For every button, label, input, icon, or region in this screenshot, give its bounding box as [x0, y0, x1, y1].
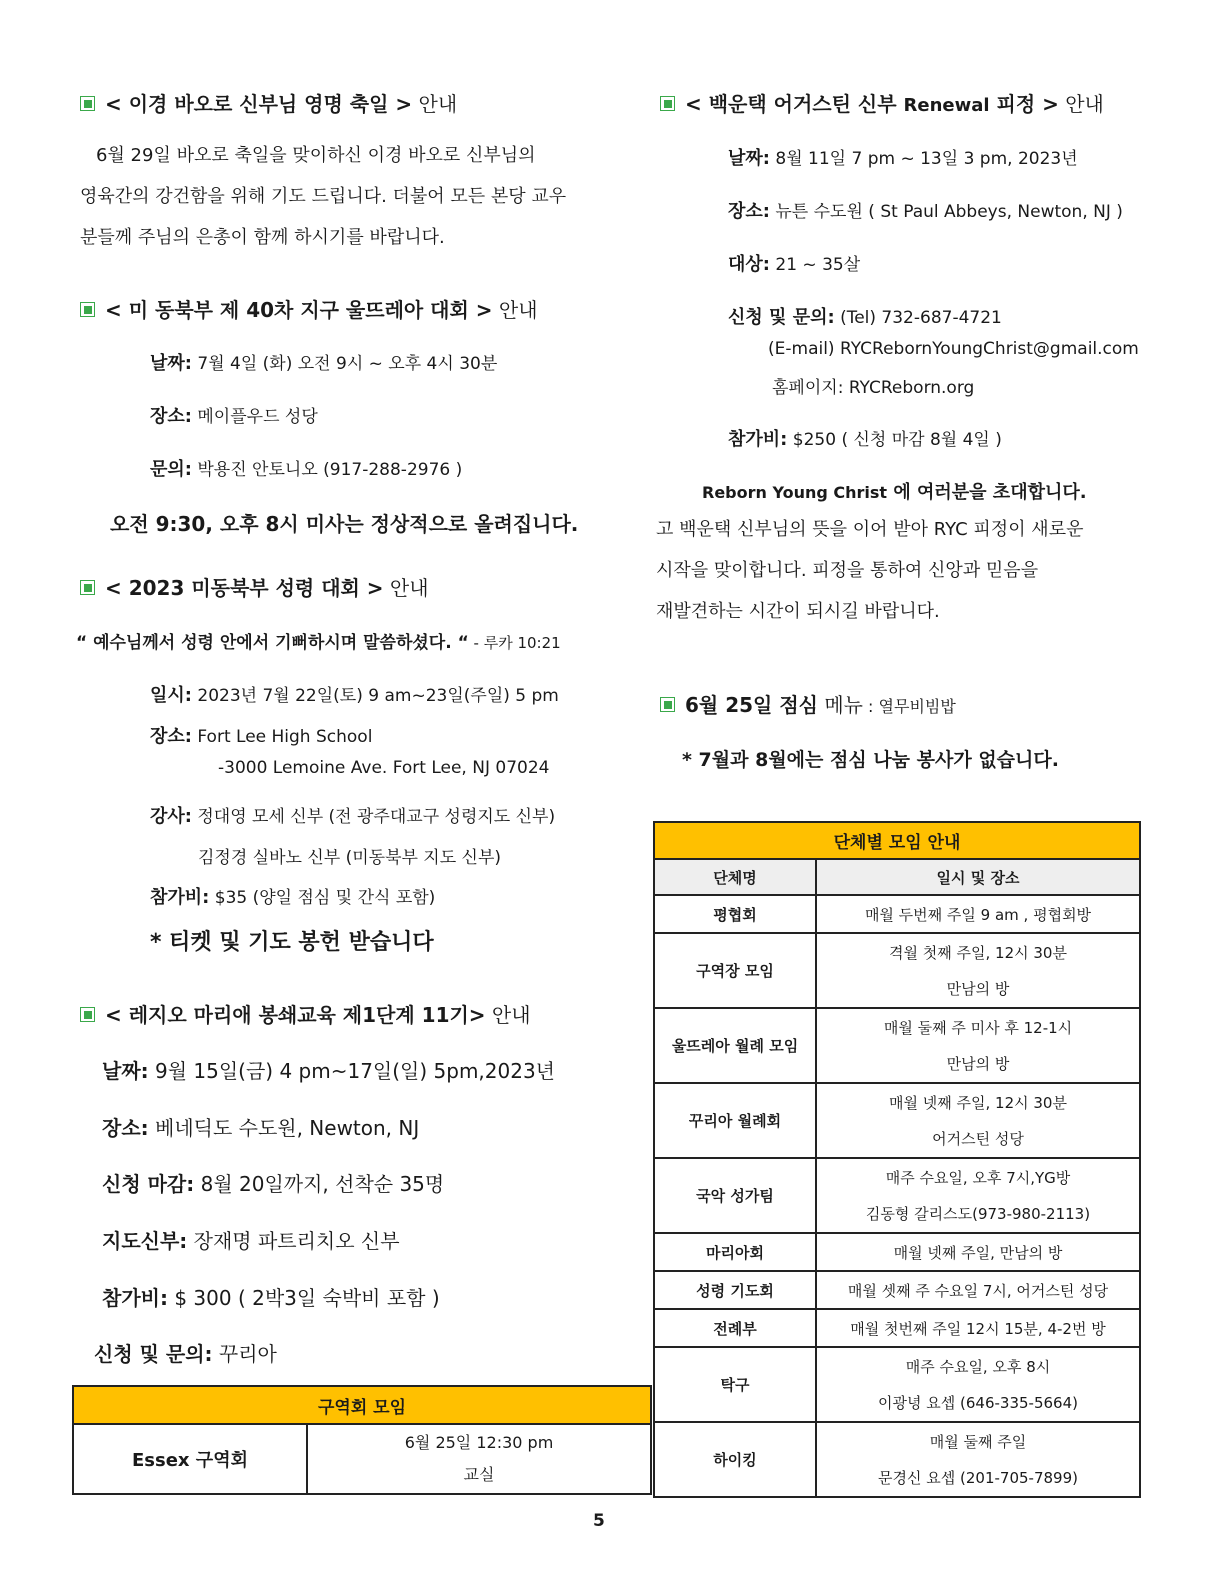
section-title-lunch: 6월 25일 점심 메뉴 : 열무비빔밥: [660, 689, 956, 718]
ultreya-date: 날짜: 7월 4일 (화) 오전 9시 ~ 오후 4시 30분: [150, 353, 498, 374]
group-schedule: 격월 첫째 주일, 12시 30분 만남의 방: [816, 933, 1140, 1008]
conference-time: 일시: 2023년 7월 22일(토) 9 am~23일(주일) 5 pm: [150, 685, 559, 706]
group-name: 성령 기도회: [654, 1271, 816, 1309]
group-name: 국악 성가팀: [654, 1158, 816, 1233]
section-title-feast: < 이경 바오로 신부님 영명 축일 > 안내: [80, 88, 457, 117]
retreat-email[interactable]: (E-mail) RYCRebornYoungChrist@gmail.com: [768, 339, 1139, 359]
group-table-header: 단체별 모임 안내: [654, 822, 1140, 859]
legio-apply: 신청 및 문의: 꾸리아: [94, 1342, 277, 1366]
feast-line-3: 분들께 주님의 은총이 함께 하시기를 바랍니다.: [80, 227, 445, 248]
group-schedule: 매주 수요일, 오후 8시 이광녕 요셉 (646-335-5664): [816, 1347, 1140, 1422]
group-schedule: 매월 넷째 주일, 12시 30분 어거스틴 성당: [816, 1083, 1140, 1158]
retreat-invite: Reborn Young Christ 에 여러분을 초대합니다.: [702, 482, 1087, 503]
district-schedule: 6월 25일 12:30 pm 교실: [307, 1424, 651, 1494]
ultreya-contact: 문의: 박용진 안토니오 (917-288-2976 ): [150, 459, 463, 480]
group-schedule: 매월 셋째 주 수요일 7시, 어거스틴 성당: [816, 1271, 1140, 1309]
square-bullet-icon: [80, 1007, 95, 1022]
group-name: 구역장 모임: [654, 933, 816, 1008]
feast-line-2: 영육간의 강건함을 위해 기도 드립니다. 더불어 모든 본당 교우: [80, 186, 567, 207]
retreat-place: 장소: 뉴튼 수도원 ( St Paul Abbeys, Newton, NJ ): [728, 201, 1123, 222]
retreat-line-2: 시작을 맞이합니다. 피정을 통하여 신앙과 믿음을: [656, 560, 1039, 581]
legio-place: 장소: 베네딕도 수도원, Newton, NJ: [102, 1116, 420, 1140]
lunch-note: * 7월과 8월에는 점심 나눔 봉사가 없습니다.: [682, 749, 1059, 771]
square-bullet-icon: [80, 580, 95, 595]
district-meeting-table: [72, 1385, 652, 1495]
retreat-homepage[interactable]: 홈페이지: RYCReborn.org: [772, 378, 975, 398]
group-name: 탁구: [654, 1347, 816, 1422]
square-bullet-icon: [80, 302, 95, 317]
district-name: Essex 구역회: [73, 1424, 307, 1494]
conference-speaker-1: 강사: 정대영 모세 신부 (전 광주대교구 성령지도 신부): [150, 806, 556, 827]
group-name: 전례부: [654, 1309, 816, 1347]
legio-director: 지도신부: 장재명 파트리치오 신부: [102, 1229, 400, 1253]
group-col-name: 단체명: [654, 859, 816, 895]
legio-date: 날짜: 9월 15일(금) 4 pm~17일(일) 5pm,2023년: [102, 1059, 555, 1083]
group-col-schedule: 일시 및 장소: [816, 859, 1140, 895]
legio-fee: 참가비: $ 300 ( 2박3일 숙박비 포함 ): [102, 1286, 440, 1310]
group-schedule: 매월 첫번째 주일 12시 15분, 4-2번 방: [816, 1309, 1140, 1347]
group-name: 울뜨레아 월례 모임: [654, 1008, 816, 1083]
group-name: 하이킹: [654, 1422, 816, 1497]
group-schedule: 매주 수요일, 오후 7시,YG방 김동형 갈리스도(973-980-2113): [816, 1158, 1140, 1233]
square-bullet-icon: [660, 697, 675, 712]
section-title-holy-spirit: < 2023 미동북부 성령 대회 > 안내: [80, 572, 429, 601]
retreat-target: 대상: 21 ~ 35살: [728, 254, 861, 275]
district-table-header: 구역회 모임: [73, 1386, 651, 1424]
group-meeting-table: [653, 821, 1141, 1498]
square-bullet-icon: [660, 96, 675, 111]
group-schedule: 매월 둘째 주 미사 후 12-1시 만남의 방: [816, 1008, 1140, 1083]
square-bullet-icon: [80, 96, 95, 111]
feast-line-1: 6월 29일 바오로 축일을 맞이하신 이경 바오로 신부님의: [96, 145, 536, 166]
mass-notice: 오전 9:30, 오후 8시 미사는 정상적으로 올려집니다.: [110, 512, 579, 536]
ultreya-place: 장소: 메이플우드 성당: [150, 406, 318, 427]
page-number: 5: [593, 1511, 605, 1531]
group-name: 평협회: [654, 895, 816, 933]
legio-deadline: 신청 마감: 8월 20일까지, 선착순 35명: [102, 1172, 445, 1196]
retreat-line-1: 고 백운택 신부님의 뜻을 이어 받아 RYC 피정이 새로운: [656, 519, 1084, 540]
retreat-line-3: 재발견하는 시간이 되시길 바랍니다.: [656, 601, 940, 622]
conference-fee: 참가비: $35 (양일 점심 및 간식 포함): [150, 887, 436, 908]
group-schedule: 매월 두번째 주일 9 am , 평협회방: [816, 895, 1140, 933]
conference-place: 장소: Fort Lee High School: [150, 726, 373, 747]
retreat-apply-tel: 신청 및 문의: (Tel) 732-687-4721: [728, 307, 1002, 328]
ticket-notice: * 티켓 및 기도 봉헌 받습니다: [150, 930, 434, 955]
scripture-quote: “ 예수님께서 성령 안에서 기뻐하시며 말씀하셨다. “ - 루카 10:21: [76, 633, 561, 653]
group-schedule: 매월 둘째 주일 문경신 요셉 (201-705-7899): [816, 1422, 1140, 1497]
group-schedule: 매월 넷째 주일, 만남의 방: [816, 1233, 1140, 1271]
section-title-retreat: < 백운택 어거스틴 신부 Renewal 피정 > 안내: [660, 88, 1104, 117]
group-name: 마리아회: [654, 1233, 816, 1271]
conference-address: -3000 Lemoine Ave. Fort Lee, NJ 07024: [218, 758, 550, 778]
retreat-date: 날짜: 8월 11일 7 pm ~ 13일 3 pm, 2023년: [728, 148, 1078, 169]
conference-speaker-2: 김정경 실바노 신부 (미동북부 지도 신부): [198, 848, 502, 868]
group-name: 꾸리아 월례회: [654, 1083, 816, 1158]
section-title-legio: < 레지오 마리애 봉쇄교육 제1단계 11기> 안내: [80, 999, 531, 1028]
section-title-ultreya: < 미 동북부 제 40차 지구 울뜨레아 대회 > 안내: [80, 294, 538, 323]
retreat-fee: 참가비: $250 ( 신청 마감 8월 4일 ): [728, 429, 1002, 450]
